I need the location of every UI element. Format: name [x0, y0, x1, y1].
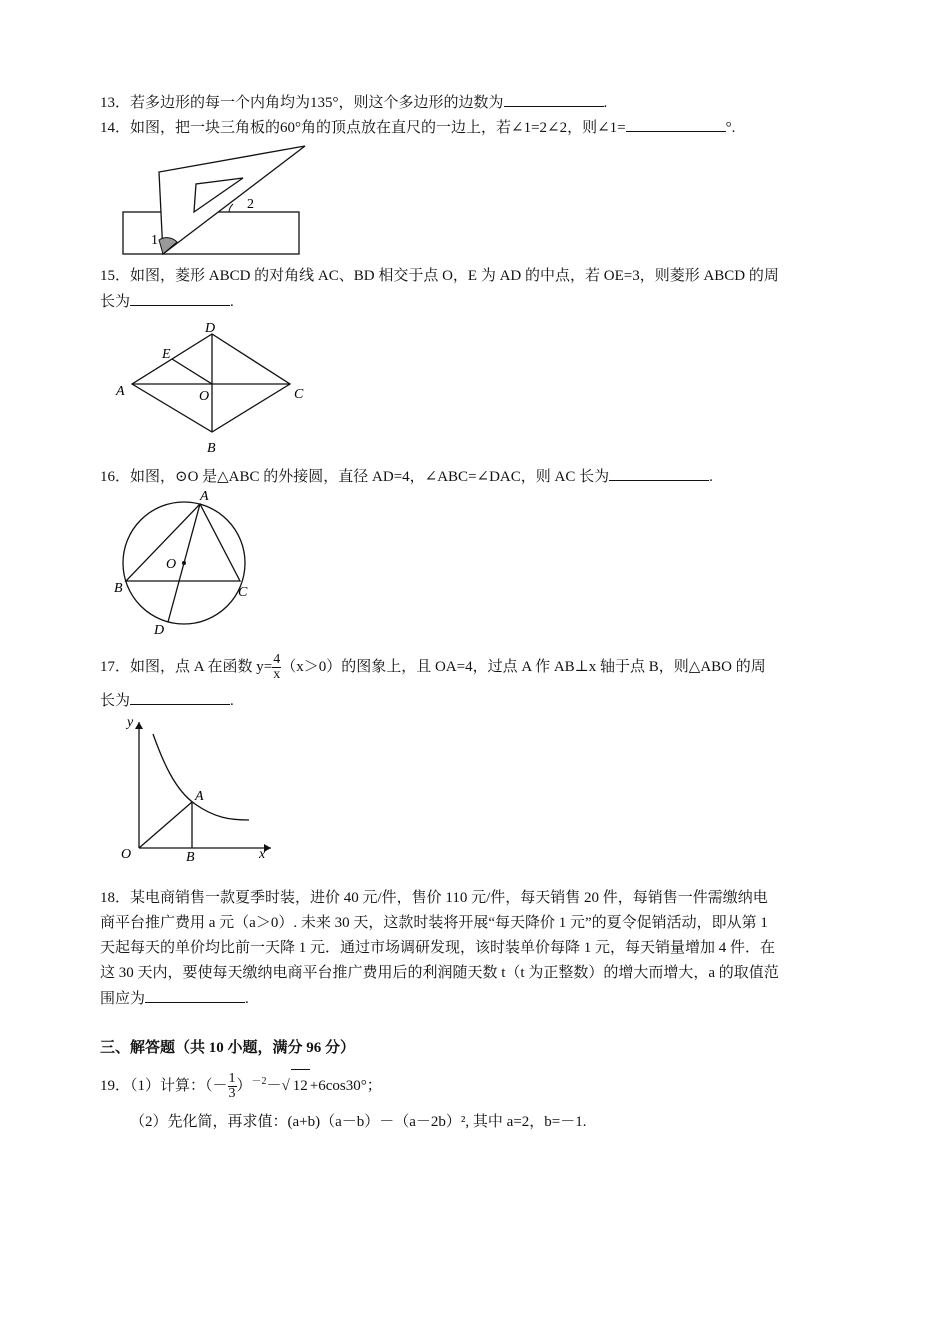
q17-line1: [100, 652, 766, 682]
label-b: B: [207, 441, 216, 456]
hyperbola-curve: [153, 734, 249, 820]
label-d: D: [205, 321, 216, 336]
q13-answer-blank[interactable]: [504, 92, 604, 107]
q18-end: .: [245, 991, 249, 1007]
q15-line1: 15．如图，菱形 ABCD 的对角线 AC、BD 相交于点 O，E 为 AD 的中点，若 OE=3，则菱形 ABCD 的周: [100, 268, 779, 284]
triangle-ruler: [159, 146, 305, 254]
q14-end: °.: [725, 120, 736, 136]
center-point: [182, 561, 186, 565]
q18-line3: 天起每天的单价均比前一天降 1 元．通过市场调研发现，该时装单价每降 1 元，每天销量增加 4 件．在: [100, 940, 776, 956]
label-d: D: [154, 623, 165, 638]
q19-p1-mid: ）: [236, 1078, 252, 1094]
q17-fraction: [272, 653, 281, 682]
q15-figure: [110, 318, 310, 458]
label-e: E: [162, 347, 171, 362]
segment-oe: [172, 359, 212, 384]
q17-figure: [115, 712, 280, 864]
label-c: C: [294, 387, 304, 402]
segment-oa: [139, 802, 192, 848]
label-o: O: [166, 557, 177, 572]
q18-answer-blank[interactable]: [145, 988, 245, 1003]
q17-post: （x＞0）的图象上，且 OA=4，过点 A 作 AB⊥x 轴于点 B，则△ABO 的周: [281, 659, 766, 675]
label-c: C: [238, 585, 248, 600]
q13-text: 13．若多边形的每一个内角均为135°，则这个多边形的边数为: [100, 95, 504, 111]
q13-end: .: [603, 95, 608, 111]
q19-fraction-num: 1: [228, 1071, 236, 1087]
q19-fraction-den: 3: [228, 1086, 236, 1102]
q17-line2: [100, 690, 234, 711]
q18-line4: 这 30 天内，要使每天缴纳电商平台推广费用后的利润随天数 t（t 为正整数）的增大而增大，a 的取值范: [100, 965, 779, 981]
q17-pre: 17．如图，点 A 在函数 y=: [100, 659, 273, 675]
label-x: x: [259, 847, 266, 862]
q19-fraction: [228, 1072, 237, 1101]
q16-text: 16．如图，⊙O 是△ABC 的外接圆，直径 AD=4，∠ABC=∠DAC，则 AC 长为: [100, 469, 610, 485]
label-y: y: [127, 715, 134, 730]
q18-line5-text: 围应为: [100, 991, 146, 1007]
label-a: A: [195, 789, 204, 804]
angle2-label: 2: [247, 197, 254, 212]
label-o: O: [121, 847, 132, 862]
label-a: A: [200, 489, 209, 504]
q19-part1: [100, 1066, 382, 1102]
q16-figure: [110, 486, 270, 638]
q19-part2: （2）先化简，再求值：(a+b)（a－b）－（a－2b）², 其中 a=2，b=－1.: [130, 1114, 587, 1130]
q15-answer-blank[interactable]: [130, 291, 230, 306]
q19-radicand: 12: [291, 1069, 310, 1102]
q17-fraction-num: 4: [273, 652, 281, 668]
q19-p1-post: +6cos30°；: [309, 1078, 382, 1094]
q17-end: .: [230, 693, 234, 709]
angle1-label: 1: [151, 233, 158, 248]
q19-minus: －: [266, 1078, 282, 1094]
y-axis-arrow: [135, 722, 143, 729]
label-o: O: [199, 389, 210, 404]
label-b: B: [114, 581, 123, 596]
q16-answer-blank[interactable]: [609, 466, 709, 481]
q16-end: .: [709, 469, 713, 485]
q19-exponent: －2: [251, 1076, 267, 1087]
sqrt-icon: √: [281, 1078, 290, 1094]
q14-text: 14．如图，把一块三角板的60°角的顶点放在直尺的一边上，若∠1=2∠2，则∠1=: [100, 120, 626, 136]
label-b: B: [186, 850, 195, 864]
label-a: A: [116, 384, 125, 399]
angle2-mark: [229, 204, 233, 212]
q17-fraction-den: x: [273, 667, 281, 683]
q17-line2-text: 长为: [100, 693, 131, 709]
q15-end: .: [230, 294, 234, 310]
section-title: 三、解答题（共 10 小题，满分 96 分）: [100, 1040, 356, 1056]
q17-answer-blank[interactable]: [130, 690, 230, 705]
q19-p1-pre: 19．（1）计算：（－: [100, 1078, 228, 1094]
q15-line2: [100, 291, 234, 312]
q14-figure: [115, 142, 315, 260]
q18-line2: 商平台推广费用 a 元（a＞0）. 未来 30 天，这款时装将开展“每天降价 1 元”的夏令促销活动，即从第 1: [100, 915, 768, 931]
q13-line: [100, 92, 607, 113]
q15-line2-text: 长为: [100, 294, 131, 310]
q18-line5: [100, 988, 249, 1009]
q14-answer-blank[interactable]: [626, 117, 726, 132]
q18-line1: 18．某电商销售一款夏季时装，进价 40 元/件，售价 110 元/件，每天销售 20 件，每销售一件需缴纳电: [100, 890, 768, 906]
q14-line: [100, 117, 735, 138]
q16-line: [100, 466, 713, 487]
